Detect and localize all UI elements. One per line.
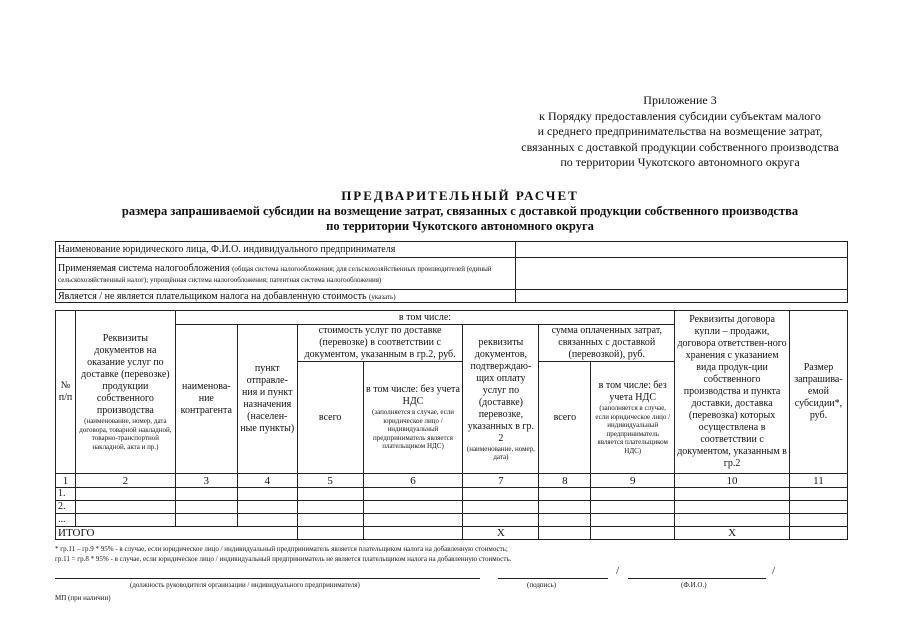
col-number: 6 xyxy=(363,474,463,488)
header-payment-main: реквизиты документов, подтверждаю-щих оплату услуг по (доставке) перевозке, указанных в гр. 2 xyxy=(467,336,535,444)
col-number: 5 xyxy=(297,474,363,488)
col-number: 11 xyxy=(789,474,847,488)
header-contract: Реквизиты договора купли – продажи, договора ответствен-ного хранения с указанием вида продук-ции собственного производства и пункта доставки, доставка (перевозка) которых осуществлена в соответствии с документом, указанным в гр.2 xyxy=(675,311,790,474)
total-x-mark: Х xyxy=(463,527,539,540)
table-row xyxy=(56,501,848,514)
col-number: 2 xyxy=(75,474,175,488)
header-requisites-main: Реквизиты документов на оказание услуг по доставке (перевозке) продукции собственного производства xyxy=(81,333,170,416)
col-number: 4 xyxy=(237,474,297,488)
header-cost-no-vat-main: в том числе: без учета НДС xyxy=(366,384,460,408)
document-heading xyxy=(40,188,880,235)
row-label: ... xyxy=(56,514,76,527)
calculation-table xyxy=(55,310,848,540)
total-row xyxy=(56,527,848,540)
position-caption: (должность руководителя организации / индивидуального предпринимателя) xyxy=(130,581,360,589)
document-subtitle: по территории Чукотского автономного округа xyxy=(326,219,594,233)
vat-status-main: Является / не является плательщиком налога на добавленную стоимость xyxy=(58,290,367,302)
header-payment-sub: (наименование, номер, дата) xyxy=(466,444,535,461)
stamp-note: МП (при наличии) xyxy=(55,594,111,602)
legal-entity-field[interactable] xyxy=(516,242,848,258)
signature-caption: (подпись) xyxy=(527,581,557,589)
footnote: * гр.11 – гр.9 * 95% - в случае, если юридическое лицо / индивидуальный предприниматель является плательщиком налога на добавленную стоимость; xyxy=(55,545,508,553)
document-subtitle: размера запрашиваемой субсидии на возмещение затрат, связанных с доставкой продукции собственного производства xyxy=(121,203,799,218)
vat-status-sub: (указать) xyxy=(369,292,396,301)
header-including: в том числе: xyxy=(175,311,674,325)
table-row xyxy=(56,514,848,527)
legal-entity-label: Наименование юридического лица, Ф.И.О. индивидуального предпринимателя xyxy=(56,242,516,258)
row-label: 2. xyxy=(56,501,76,514)
header-payment-docs xyxy=(463,325,539,474)
col-number: 1 xyxy=(56,474,76,488)
total-label: ИТОГО xyxy=(56,527,298,540)
header-number: № п/п xyxy=(56,311,76,474)
appendix-line: Приложение 3 xyxy=(643,93,717,107)
signature-slash: / xyxy=(616,565,620,577)
name-caption: (Ф.И.О.) xyxy=(681,581,707,589)
header-cost: стоимость услуг по доставке (перевозке) в соответствии с документом, указанным в гр.2, руб. xyxy=(297,325,463,362)
appendix-line: связанных с доставкой продукции собственного производства xyxy=(521,139,839,154)
footnote: гр.11 = гр.8 * 95% - в случае, если юридическое лицо / индивидуальный предприниматель не является плательщиком налога на добавленную стоимость. xyxy=(55,555,512,563)
header-requisites-sub: (наименование, номер, дата договора, товарной накладной, товарно-транспортной накладной, акта и пр.) xyxy=(79,417,172,451)
col-number: 8 xyxy=(539,474,591,488)
tax-system-field[interactable] xyxy=(516,258,848,290)
appendix-line: и среднего предпринимательства на возмещение затрат, xyxy=(537,124,823,138)
header-paid-no-vat xyxy=(591,362,675,474)
vat-status-label xyxy=(56,290,516,303)
col-number: 9 xyxy=(591,474,675,488)
header-paid-no-vat-sub: (заполняется в случае, если юридическое лицо / индивидуальный предприниматель является плательщиком НДС) xyxy=(595,404,671,455)
signature-line xyxy=(498,578,608,579)
header-paid-no-vat-main: в том числе: без учета НДС xyxy=(598,380,667,403)
header-contractor: наименова-ние контрагента xyxy=(175,325,237,474)
header-cost-no-vat xyxy=(363,362,463,474)
document-title: ПРЕДВАРИТЕЛЬНЫЙ РАСЧЕТ xyxy=(341,188,579,203)
header-points: пункт отправле-ния и пункт назначения (населен-ные пункты) xyxy=(237,325,297,474)
header-paid-total: всего xyxy=(539,362,591,474)
col-number: 3 xyxy=(175,474,237,488)
vat-status-field[interactable] xyxy=(516,290,848,303)
row-label: 1. xyxy=(56,488,76,501)
tax-system-main: Применяемая система налогообложения xyxy=(58,262,230,274)
position-line xyxy=(55,578,480,579)
name-line xyxy=(628,578,766,579)
tax-system-label xyxy=(56,258,516,290)
col-number: 10 xyxy=(675,474,790,488)
header-cost-total: всего xyxy=(297,362,363,474)
total-x-mark: Х xyxy=(675,527,790,540)
header-requisites xyxy=(75,311,175,474)
header-cost-no-vat-sub: (заполняется в случае, если юридическое лицо / индивидуальный предприниматель является плательщиком НДС) xyxy=(371,408,455,451)
signature-slash: / xyxy=(772,565,776,577)
appendix-line: по территории Чукотского автономного округа xyxy=(560,155,800,169)
tax-system-sub: (общая система налогообложения; для сельскохозяйственных производителей (единый сельскохозяйственный налог); упрощённая система налогообложения; патентная система налогообложения) xyxy=(58,264,492,284)
table-row xyxy=(56,488,848,501)
info-table xyxy=(55,241,848,303)
appendix-block xyxy=(470,93,890,171)
col-number: 7 xyxy=(463,474,539,488)
appendix-line: к Порядку предоставления субсидии субъектам малого xyxy=(539,108,821,123)
header-paid-costs: сумма оплаченных затрат, связанных с доставкой (перевозкой), руб. xyxy=(539,325,675,362)
header-subsidy-amount: Размер запрашива-емой субсидии*, руб. xyxy=(789,311,847,474)
